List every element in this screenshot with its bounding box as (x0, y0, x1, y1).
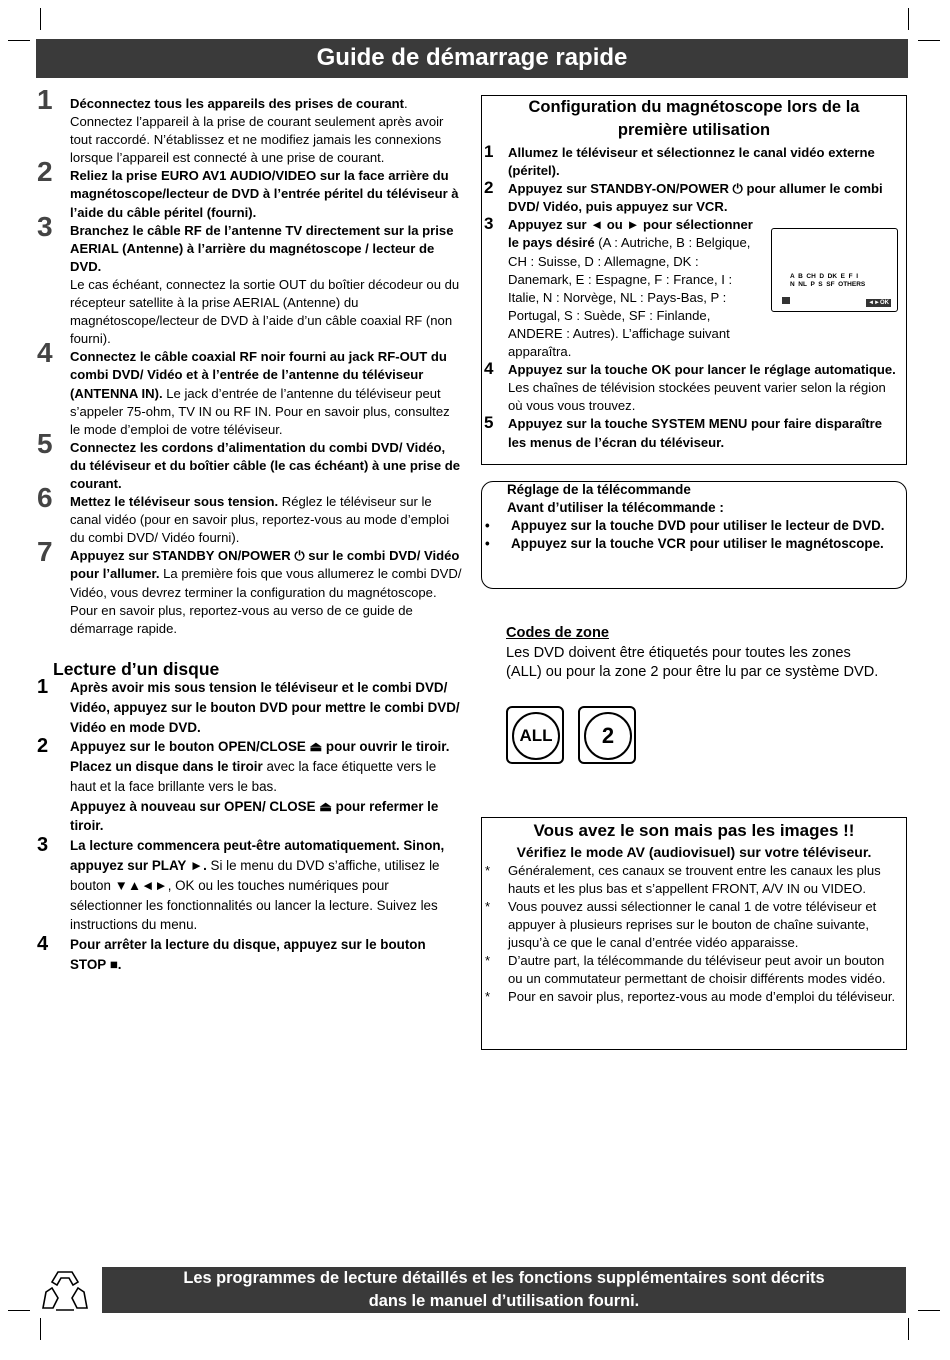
step-number: 1 (37, 675, 49, 698)
remote-title: Réglage de la télécommande (507, 482, 691, 497)
setup-step (37, 210, 463, 349)
asterisk-icon: * (485, 863, 491, 878)
step-number: 1 (484, 142, 494, 161)
step-number: 2 (484, 178, 494, 198)
step-bold-text: Connectez les cordons d’alimentation du combi DVD/ Vidéo, du téléviseur et du boîtier câble (le cas échéant) à une prise de courant. (70, 439, 461, 491)
setup-step (37, 156, 463, 221)
crop-mark (908, 8, 909, 30)
setup-step (37, 536, 463, 637)
crop-mark (8, 1310, 30, 1311)
step-text: Si le menu du DVD s’affiche, utilisez le bouton ▼▲◄►, OK ou les touches numériques pour sélectionner les fonctionnalités ou lancer la lecture. Suivez les instructions du menu. (70, 858, 440, 933)
troubleshoot-item (482, 952, 896, 988)
step-text: avec la face étiquette vers le haut et la face brillante vers le bas. (70, 759, 437, 794)
troubleshoot-item-text: D’autre part, la télécommande du téléviseur peut avoir un bouton ou un commutateur permettant de choisir différents modes vidéo. (508, 953, 886, 986)
step-bold-text: La lecture commencera peut-être automatiquement. Sinon, appuyez sur PLAY ►. (70, 838, 445, 874)
zone-section (506, 624, 886, 683)
troubleshoot-item-text: Pour en savoir plus, reportez-vous au mode d’emploi du téléviseur. (508, 989, 896, 1004)
disc-step (37, 933, 463, 975)
remote-list-item (481, 535, 905, 553)
recycle-icon (40, 1268, 90, 1314)
step-bold-text: Appuyez sur STANDBY-ON/POWER ⏻ pour allumer le combi DVD/ Vidéo, puis appuyez sur VCR. (508, 181, 883, 215)
step-text: . Connectez l’appareil à la prise de courant seulement après avoir tout raccordé. N’établissez et ne modifiez jamais les connexions lorsque l’appareil est connecté à une prise de courant. (70, 96, 444, 166)
disc-step (37, 675, 463, 737)
step-number: 4 (37, 933, 49, 956)
troubleshoot-title: Vous avez le son mais pas les images !! (533, 821, 855, 840)
bullet-icon: • (485, 518, 490, 533)
config-step (482, 361, 900, 415)
remote-subtitle: Avant d’utiliser la télécommande : (507, 500, 724, 515)
step-bold-text: Appuyez à nouveau sur OPEN/ CLOSE ⏏ pour refermer le tiroir. (70, 798, 439, 834)
footer-banner (102, 1267, 906, 1313)
disc-step (37, 834, 463, 935)
osd-badge: ◄►OK (868, 300, 889, 306)
step-bold-text: Appuyez sur STANDBY ON/POWER ⏻ sur le combi DVD/ Vidéo pour l’allumer. (70, 548, 460, 582)
troubleshoot-item-text: Généralement, ces canaux se trouvent entre les canaux les plus hauts et les plus bas et s’appellent FRONT, A/V IN ou VIDEO. (508, 863, 881, 896)
step-number: 4 (37, 337, 53, 369)
step-number: 7 (37, 536, 53, 568)
step-bold-text: Appuyez sur la touche OK pour lancer le réglage automatique. (508, 362, 896, 378)
osd-row-1: A B CH D DK E F I (790, 273, 859, 280)
bullet-icon: • (485, 536, 490, 551)
step-number: 4 (484, 359, 494, 379)
asterisk-icon: * (485, 899, 491, 914)
step-bold-text: Reliez la prise EURO AV1 AUDIO/VIDEO sur la face arrière du magnétoscope/lecteur de DVD à l’entrée péritel du téléviseur à l’aide du câble péritel (fourni). (70, 168, 459, 220)
remote-content (481, 481, 905, 553)
step-text: Réglez le téléviseur sur le canal vidéo (pour en savoir plus, reportez-vous au mode d’emploi du combi DVD/ Vidéo fourni). (70, 494, 450, 546)
crop-mark (40, 1318, 41, 1340)
zone-text: Les DVD doivent être étiquetés pour toutes les zones (ALL) ou pour la zone 2 pour être lu par ce système DVD. (506, 644, 879, 681)
step-bold-text: Déconnectez tous les appareils des prises de courant (70, 96, 405, 111)
step-number: 2 (37, 156, 53, 188)
step-number: 2 (37, 735, 49, 758)
step-bold-text: Après avoir mis sous tension le téléviseur et le combi DVD/ Vidéo, appuyez sur le bouton DVD pour mettre le combi DVD/ Vidéo en mode DVD. (70, 679, 460, 735)
step-number: 3 (37, 834, 49, 857)
troubleshoot-item (482, 988, 896, 1006)
osd-row-2: N NL P S SF OTHERS (790, 281, 866, 288)
step-number: 3 (484, 214, 494, 234)
crop-mark (918, 1310, 940, 1311)
troubleshoot-box (481, 817, 907, 1050)
region-2-logo (578, 706, 636, 764)
step-number: 5 (37, 427, 53, 459)
step-number: 5 (484, 413, 494, 433)
config-title: Configuration du magnétoscope lors de la première utilisation (528, 98, 860, 139)
step-text: Le cas échéant, connectez la sortie OUT du boîtier décodeur ou du récepteur satellite à la prise AERIAL (Antenne) du magnétoscope/lecteur de DVD à l’aide d’un câble coaxial RF (non fourni). (70, 276, 460, 347)
step-number: 6 (37, 482, 53, 514)
crop-mark (918, 40, 940, 41)
step-bold-text: Allumez le téléviseur et sélectionnez le canal vidéo externe (péritel). (508, 145, 875, 179)
remote-item-text: Appuyez sur la touche VCR pour utiliser le magnétoscope. (511, 536, 884, 551)
region-all-label: ALL (512, 712, 560, 760)
disc-section-title: Lecture d’un disque (53, 658, 220, 679)
step-text: La première fois que vous allumerez le combi DVD/ Vidéo, vous devrez terminer la configuration du magnétoscope. Pour en savoir plus, reportez-vous au verso de ce guide de démarrage rapide. (70, 566, 462, 636)
page-title: Guide de démarrage rapide (36, 39, 908, 78)
country-osd (771, 228, 898, 312)
setup-step (37, 337, 463, 438)
asterisk-icon: * (485, 989, 491, 1004)
region-all-logo (506, 706, 564, 764)
disc-step (37, 735, 463, 836)
asterisk-icon: * (485, 953, 491, 968)
step-number: 3 (37, 210, 53, 242)
step-text: (A : Autriche, B : Belgique, CH : Suisse, D : Allemagne, DK : Danemark, E : Espagne, F : France, I : Italie, N : Norvège, NL : Pays-Bas, P : Portugal, S : Suède, SF : Finlande, ANDERE : Autres). L’affichage suivant apparaîtra. (508, 235, 751, 360)
config-step (482, 415, 900, 451)
region-2-label: 2 (584, 712, 632, 760)
step-bold-text: Appuyez sur ◄ ou ► pour sélectionner le pays désiré (508, 217, 753, 251)
footer-line-2: dans le manuel d’utilisation fourni. (368, 1292, 640, 1310)
crop-mark (40, 8, 41, 30)
step-bold-text: Mettez le téléviseur sous tension. (70, 494, 279, 510)
step-text: Les chaînes de télévision stockées peuvent varier selon la région où vous vous trouvez. (508, 380, 886, 414)
step-bold-text: Appuyez sur le bouton OPEN/CLOSE ⏏ pour ouvrir le tiroir. Placez un disque dans le tiroir (70, 739, 450, 775)
troubleshoot-item-text: Vous pouvez aussi sélectionner le canal 1 de votre téléviseur et appuyer à plusieurs reprises sur le bouton de chaîne suivante, jusqu’à ce que le canal d’entrée vidéo apparaisse. (508, 899, 877, 950)
config-step (482, 144, 900, 180)
troubleshoot-item (482, 898, 896, 952)
crop-mark (908, 1318, 909, 1340)
step-bold-text: Appuyez sur la touche SYSTEM MENU pour faire disparaître les menus de l’écran du téléviseur. (508, 416, 882, 450)
step-text: Le jack d’entrée de l’antenne du téléviseur peut s’appeler 75-ohm, TV IN ou RF IN. Pour en savoir plus, consultez le mode d’emploi de votre téléviseur. (70, 385, 450, 437)
left-column (37, 84, 463, 975)
setup-step (37, 482, 463, 547)
zone-title: Codes de zone (506, 625, 609, 641)
troubleshoot-subtitle: Vérifiez le mode AV (audiovisuel) sur votre téléviseur. (516, 844, 872, 860)
step-bold-text: Branchez le câble RF de l’antenne TV directement sur la prise AERIAL (Antenne) à l’arrière du magnétoscope / lecteur de DVD. (70, 222, 454, 274)
footer-line-1: Les programmes de lecture détaillés et les fonctions supplémentaires sont décrits (183, 1269, 825, 1287)
step-bold-text: Connectez le câble coaxial RF noir fourni au jack RF-OUT du combi DVD/ Vidéo et à l’entrée de l’antenne du téléviseur (ANTENNA IN). (70, 349, 447, 401)
osd-icon (782, 297, 790, 304)
remote-item-text: Appuyez sur la touche DVD pour utiliser le lecteur de DVD. (511, 518, 885, 533)
setup-step (37, 427, 463, 493)
crop-mark (8, 40, 30, 41)
troubleshoot-item (482, 862, 896, 898)
step-number: 1 (37, 84, 53, 115)
config-step (482, 180, 900, 216)
remote-list-item (481, 517, 905, 535)
setup-step (37, 84, 463, 167)
step-bold-text: Pour arrêter la lecture du disque, appuyez sur le bouton STOP ■. (70, 937, 426, 973)
